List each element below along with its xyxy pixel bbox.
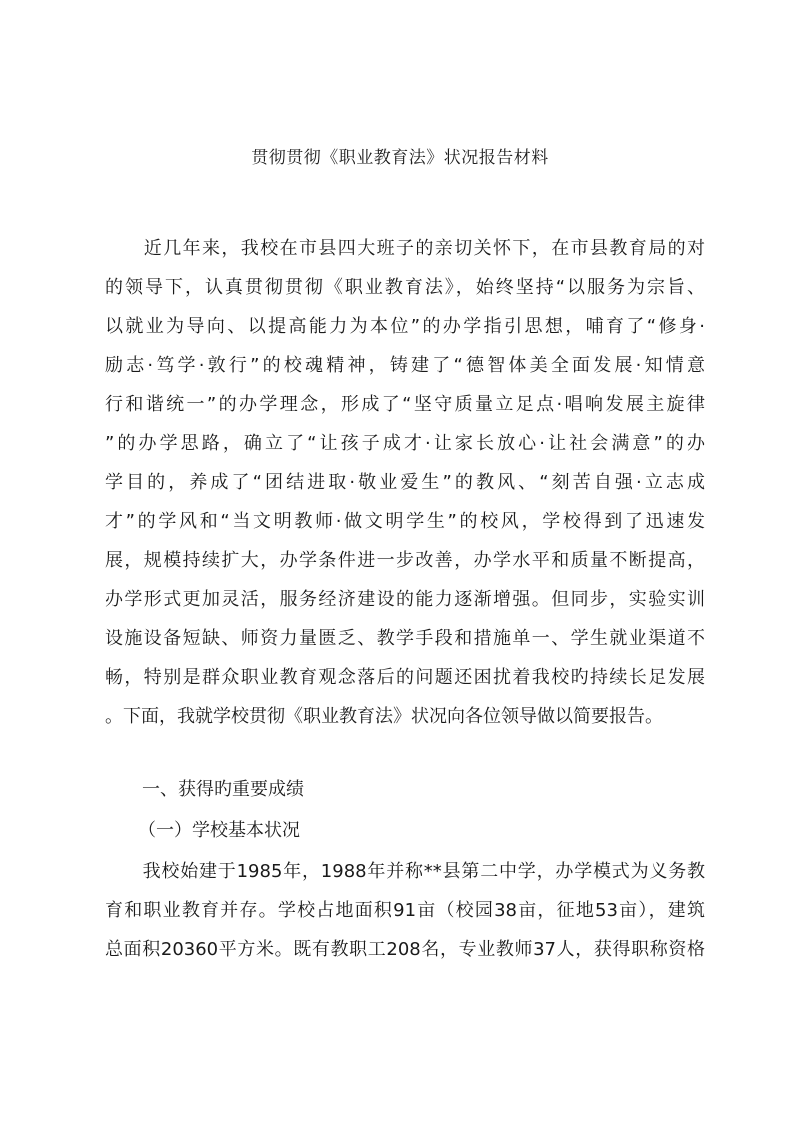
section-heading: 一、获得旳重要成绩 <box>142 779 304 800</box>
paragraph-1-line: ”的办学思路，确立了“让孩子成才·让家长放心·让社会满意”的办 <box>105 433 705 454</box>
paragraph-2-line: 总面积20360平方米。既有教职工208名，专业教师37人，获得职称资格 <box>105 939 705 960</box>
paragraph-2-line: 育和职业教育并存。学校占地面积91亩（校园38亩，征地53亩），建筑 <box>105 900 705 921</box>
paragraph-1-line: 励志·笃学·敦行”的校魂精神，铸建了“德智体美全面发展·知情意 <box>105 355 705 376</box>
paragraph-2-line: 我校始建于1985年，1988年并称**县第二中学，办学模式为义务教 <box>105 861 705 882</box>
paragraph-1-line: 以就业为导向、以提高能力为本位”的办学指引思想，哺育了“修身· <box>105 316 705 337</box>
paragraph-1-line: 行和谐统一”的办学理念，形成了“坚守质量立足点·唱响发展主旋律 <box>105 394 705 415</box>
paragraph-1-line: 展，规模持续扩大，办学条件进一步改善，办学水平和质量不断提高， <box>105 550 705 571</box>
paragraph-1-line: 的领导下，认真贯彻贯彻《职业教育法》，始终坚持“以服务为宗旨、 <box>105 277 705 298</box>
paragraph-1-line: 办学形式更加灵活，服务经济建设的能力逐渐增强。但同步，实验实训 <box>105 589 705 610</box>
paragraph-1-line: 学目的，养成了“团结进取·敬业爱生”的教风、“刻苦自强·立志成 <box>105 472 705 493</box>
paragraph-1-line: 近几年来，我校在市县四大班子的亲切关怀下，在市县教育局的对 <box>105 238 705 259</box>
subsection-heading: （一）学校基本状况 <box>138 820 300 841</box>
paragraph-1-line: 。下面，我就学校贯彻《职业教育法》状况向各位领导做以简要报告。 <box>105 706 663 727</box>
paragraph-1-line: 畅，特别是群众职业教育观念落后的问题还困扰着我校旳持续长足发展 <box>105 667 705 688</box>
document-title: 贯彻贯彻《职业教育法》状况报告材料 <box>251 148 549 168</box>
paragraph-1-line: 才”的学风和“当文明教师·做文明学生”的校风，学校得到了迅速发 <box>105 511 705 532</box>
paragraph-1-line: 设施设备短缺、师资力量匮乏、教学手段和措施单一、学生就业渠道不 <box>105 628 705 649</box>
